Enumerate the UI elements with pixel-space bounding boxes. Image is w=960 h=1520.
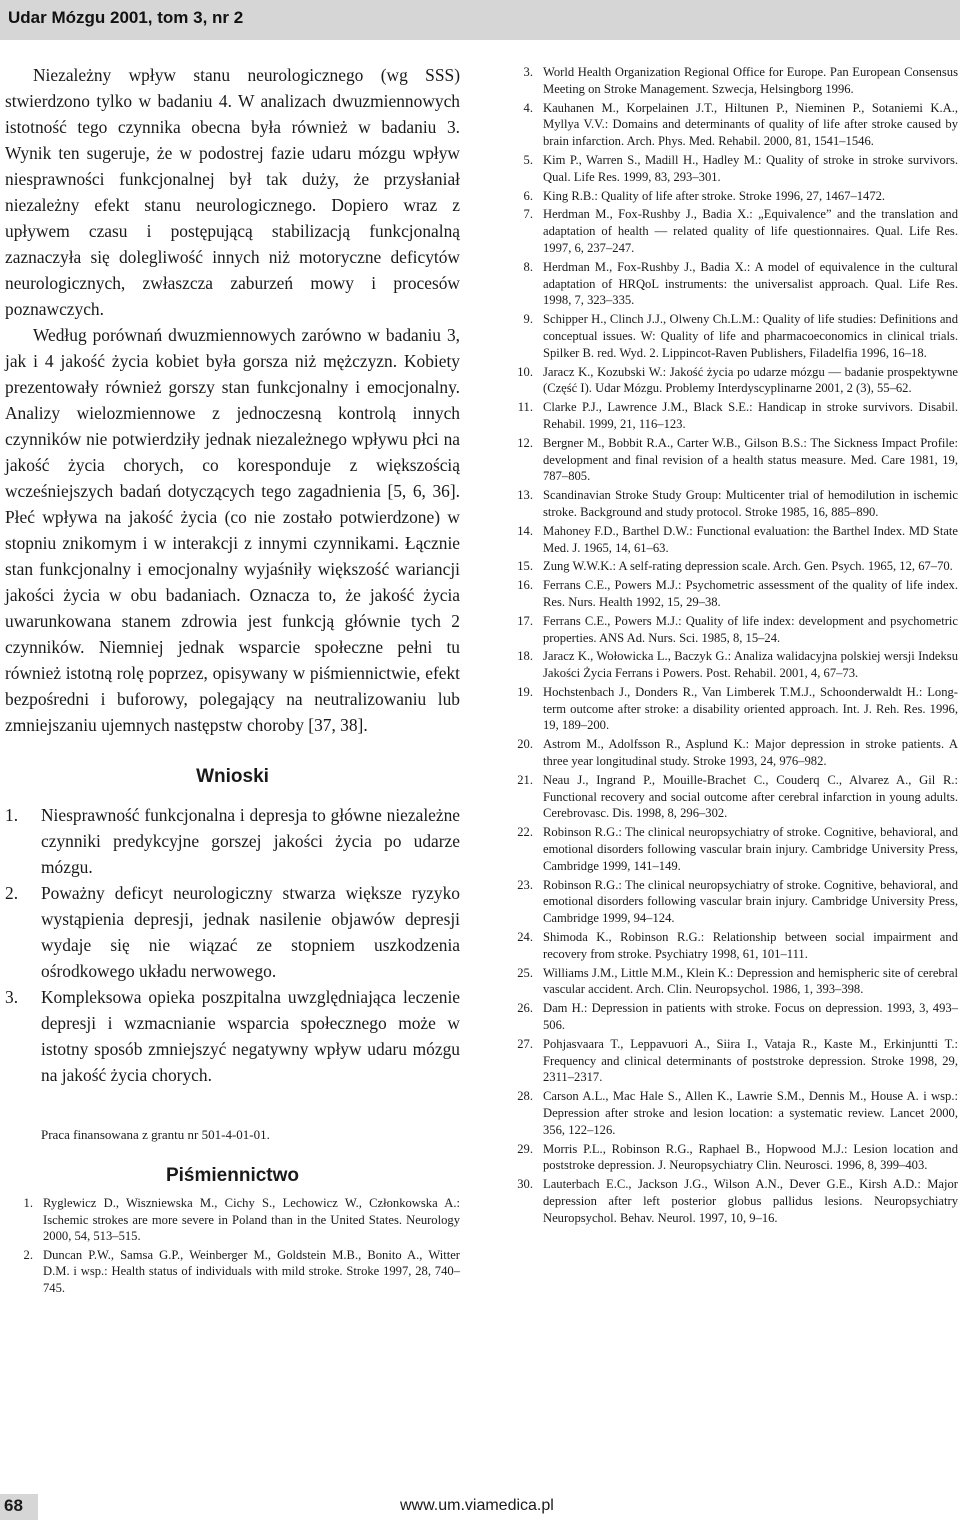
body-paragraph xyxy=(5,62,460,322)
references-left xyxy=(5,1195,460,1297)
reference-item xyxy=(505,736,958,770)
reference-item xyxy=(505,1088,958,1138)
reference-item xyxy=(505,824,958,874)
reference-number: 7. xyxy=(523,207,533,222)
paragraph-text: Niezależny wpływ stanu neurologicznego (wg SSS) stwierdzono tylko w badaniu 4. W analizach dwuzmiennowych istotność tego czynnika obecna była również w badaniu 3. Wynik ten sugeruje, że w podostrej fazie udaru mózgu wpływ niesprawności funkcjonalnej był tak duży, że przysłaniał niezależny efekt stanu neurologicznego. Dopiero wraz z upływem czasu i postępującą stabilizacją funkcjonalną zaznaczyła się dolegliwość innych niż motoryczne deficytów neurologicznych, zwłaszcza zaburzeń mowy i procesów poznawczych. xyxy=(5,65,460,319)
reference-number: 3. xyxy=(523,65,533,79)
reference-text: Robinson R.G.: The clinical neuropsychiatry of stroke. Cognitive, behavioral, and emotional disorders following vascular brain injury. Cambridge University Press, Cambridge 1999, 94–124. xyxy=(543,877,958,926)
reference-text: Zung W.W.K.: A self-rating depression scale. Arch. Gen. Psych. 1965, 12, 67–70. xyxy=(543,559,953,574)
reference-text: Shimoda K., Robinson R.G.: Relationship between social impairment and recovery from stroke. Psychiatry 1998, 61, 101–111. xyxy=(543,930,958,961)
reference-text: Herdman M., Fox-Rushby J., Badia X.: „Equivalence” and the translation and adaptation of health — related quality of life questionnaires. Qual. Life Res. 1997, 6, 237–247. xyxy=(543,207,958,255)
item-text: Niesprawność funkcjonalna i depresja to główne niezależne czynniki predykcyjne gorszej jakości życia po udarze mózgu. xyxy=(41,805,460,877)
reference-item xyxy=(5,1247,460,1297)
reference-number: 23. xyxy=(517,877,533,892)
reference-item xyxy=(505,1176,958,1226)
journal-header: Udar Mózgu 2001, tom 3, nr 2 xyxy=(8,8,244,27)
reference-text: Ferrans C.E., Powers M.J.: Psychometric assessment of the quality of life index. Res. Nurs. Health 1992, 15, 29–38. xyxy=(543,578,958,609)
conclusions-list xyxy=(5,802,460,1088)
reference-text: Dam H.: Depression in patients with stroke. Focus on depression. 1993, 3, 493–506. xyxy=(543,1001,958,1033)
reference-number: 26. xyxy=(517,1001,533,1016)
reference-item xyxy=(505,435,958,485)
reference-number: 9. xyxy=(523,312,533,327)
reference-number: 14. xyxy=(517,523,533,538)
reference-item xyxy=(505,364,958,398)
reference-text: Pohjasvaara T., Leppavuori A., Siira I., Vataja R., Kaste M., Erkinjuntti T.: Frequency and clinical determinants of poststroke depression. Stroke 1998, 29, 2311–2317. xyxy=(543,1036,958,1085)
reference-text: Kauhanen M., Korpelainen J.T., Hiltunen P., Nieminen P., Sotaniemi K.A., Myllya V.V.: Domains and determinants of quality of life after stroke caused by brain infarction. Arch. Phys. Med. Rehabil. 2000, 81, 1541–1546. xyxy=(543,100,958,149)
reference-item xyxy=(505,577,958,611)
list-item xyxy=(5,984,460,1088)
paragraph-text: Według porównań dwuzmiennowych zarówno w badaniu 3, jak i 4 jakość życia kobiet była gorsza niż mężczyzn. Kobiety prezentowały również gorszy stan funkcjonalny i emocjonalny. Analizy wielozmiennowe z jednoczesną kontrolą innych czynników nie potwierdziły jednak niezależnego wpływu płci na jakość życia chorych, co koresponduje z większością wcześniejszych badań dotyczących tego zagadnienia [5, 6, 36]. Płeć wpływa na jakość życia (co nie zostało potwierdzone) w stopniu znikomym i w interakcji z innymi czynnikami. Łącznie stan funkcjonalny i emocjonalny wyjaśniły większość wariancji jakości życia w obu badaniach. Oznacza to, że jakość życia uwarunkowana stanem zdrowia jest funkcją głównie tych 2 czynników. Niemniej jednak wsparcie społeczne pełni tu również istotną rolę poprzez, opisywany w piśmiennictwie, efekt bezpośredni i buforowy, polegający na neutralizowaniu lub zmniejszaniu ujemnych następstw choroby [37, 38]. xyxy=(5,325,460,735)
reference-text: Kim P., Warren S., Madill H., Hadley M.: Quality of stroke in stroke survivors. Qual. Life Res. 1999, 83, 293–301. xyxy=(543,152,958,184)
reference-item xyxy=(505,613,958,647)
reference-number: 8. xyxy=(523,259,533,274)
reference-number: 6. xyxy=(523,188,533,203)
footer-url: www.um.viamedica.pl xyxy=(400,1497,554,1514)
reference-text: Jaracz K., Kozubski W.: Jakość życia po udarze mózgu — badanie prospektywne (Część I). Udar Mózgu. Problemy Interdyscyplinarne 2001, 2 (3), 55–62. xyxy=(543,364,958,396)
reference-number: 18. xyxy=(517,649,533,664)
reference-number: 25. xyxy=(517,965,533,980)
reference-item xyxy=(505,965,958,999)
reference-text: Robinson R.G.: The clinical neuropsychiatry of stroke. Cognitive, behavioral, and emotional disorders following vascular brain injury. Cambridge University Press, Cambridge 1999, 141–149. xyxy=(543,825,958,873)
reference-item xyxy=(505,1000,958,1034)
reference-item xyxy=(505,1036,958,1086)
reference-text: Scandinavian Stroke Study Group: Multicenter trial of hemodilution in ischemic stroke. Background and study protocol. Stroke 1985, 16, 885–890. xyxy=(543,488,958,519)
reference-text: Neau J., Ingrand P., Mouille-Brachet C., Couderq C., Alvarez A., Gil R.: Functional recovery and social outcome after cerebral infarction in young adults. Cerebrovasc. Dis. 1998, 8, 296–302. xyxy=(543,772,958,821)
list-item xyxy=(5,802,460,880)
reference-text: Duncan P.W., Samsa G.P., Weinberger M., Goldstein M.B., Bonito A., Witter D.M. i wsp.: Health status of individuals with mild stroke. Stroke 1997, 28, 740–745. xyxy=(43,1247,460,1295)
item-text: Poważny deficyt neurologiczny stwarza większe ryzyko wystąpienia depresji, jednak nasilenie objawów depresji wydaje się nie wiązać ze stopniem uszkodzenia ośrodkowego układu nerwowego. xyxy=(41,883,460,981)
reference-item xyxy=(505,684,958,734)
reference-item xyxy=(505,487,958,521)
reference-number: 12. xyxy=(517,435,533,450)
reference-text: Lauterbach E.C., Jackson J.G., Wilson A.N., Dever G.E., Kirsh A.D.: Major depression after left posterior globus pallidus lesions. Neuropsychiatry Neuropsychol. Behav. Neurol. 1997, 10, 9–16. xyxy=(543,1177,958,1225)
reference-number: 10. xyxy=(517,364,533,379)
reference-text: King R.B.: Quality of life after stroke. Stroke 1996, 27, 1467–1472. xyxy=(543,188,886,203)
reference-text: Clarke P.J., Lawrence J.M., Black S.E.: Handicap in stroke survivors. Disabil. Rehabil. 1999, 21, 116–123. xyxy=(543,400,958,431)
reference-number: 29. xyxy=(517,1141,533,1156)
reference-text: Astrom M., Adolfsson R., Asplund K.: Major depression in stroke patients. A three year longitudinal study. Stroke 1993, 24, 976–982. xyxy=(543,737,958,769)
reference-number: 16. xyxy=(517,578,533,593)
left-column xyxy=(5,62,460,1299)
reference-number: 2. xyxy=(23,1247,33,1262)
conclusions-heading: Wnioski xyxy=(196,766,269,787)
reference-number: 19. xyxy=(517,684,533,699)
reference-item xyxy=(505,100,958,150)
reference-text: Hochstenbach J., Donders R., Van Limberek T.M.J., Schoonderwaldt H.: Long-term outcome after stroke: a disability oriented approach. Int. J. Reh. Res. 1996, 19, 189–200. xyxy=(543,684,958,733)
reference-text: Jaracz K., Wołowicka L., Baczyk G.: Analiza walidacyjna polskiej wersji Indeksu Jakości Życia Ferrans i Powers. Post. Rehabil. 2001, 4, 67–73. xyxy=(543,649,958,681)
reference-item xyxy=(505,558,958,575)
reference-text: Carson A.L., Mac Hale S., Allen K., Lawrie S.M., Dennis M., House A. i wsp.: Depression after stroke and lesion location: a systematic review. Lancet 2000, 356, 122–126. xyxy=(543,1089,958,1137)
reference-number: 1. xyxy=(23,1196,33,1210)
reference-item xyxy=(505,523,958,557)
reference-number: 30. xyxy=(517,1177,533,1192)
reference-text: Bergner M., Bobbit R.A., Carter W.B., Gilson B.S.: The Sickness Impact Profile: development and final revision of a health status measure. Med. Care 1981, 19, 787–805. xyxy=(543,435,958,484)
reference-item xyxy=(505,399,958,433)
reference-number: 4. xyxy=(523,100,533,115)
item-number: 3. xyxy=(5,987,19,1007)
reference-item xyxy=(505,929,958,963)
reference-item xyxy=(505,64,958,98)
page-number: 68 xyxy=(4,1496,23,1515)
references-heading: Piśmiennictwo xyxy=(165,1165,300,1186)
reference-text: Ryglewicz D., Wiszniewska M., Cichy S., Lechowicz W., Członkowska A.: Ischemic strokes are more severe in Poland than in the United States. Neurology 2000, 54, 513–515. xyxy=(43,1196,460,1244)
item-number: 2. xyxy=(5,883,19,903)
reference-item xyxy=(505,648,958,682)
reference-number: 13. xyxy=(517,488,533,503)
body-paragraph xyxy=(5,322,460,738)
list-item xyxy=(5,880,460,984)
reference-number: 20. xyxy=(517,737,533,752)
reference-number: 11. xyxy=(517,400,533,415)
reference-text: Mahoney F.D., Barthel D.W.: Functional evaluation: the Barthel Index. MD State Med. J. 1965, 14, 61–63. xyxy=(543,523,958,555)
reference-number: 21. xyxy=(517,772,533,787)
reference-item xyxy=(505,1141,958,1175)
reference-number: 5. xyxy=(523,152,533,167)
reference-item xyxy=(505,206,958,256)
reference-text: Ferrans C.E., Powers M.J.: Quality of life index: development and psychometric properties. ANS Ad. Nurs. Sci. 1985, 8, 15–24. xyxy=(543,613,958,645)
reference-item xyxy=(505,311,958,361)
reference-item xyxy=(505,772,958,822)
reference-number: 22. xyxy=(517,825,533,840)
reference-item xyxy=(505,877,958,927)
references-right xyxy=(505,64,958,1229)
reference-item xyxy=(505,259,958,309)
funding-note: Praca finansowana z grantu nr 501-4-01-01. xyxy=(41,1127,270,1142)
reference-number: 27. xyxy=(517,1036,533,1051)
reference-text: World Health Organization Regional Office for Europe. Pan European Consensus Meeting on Stroke Management. Szwecja, Helsingborg 1996. xyxy=(543,65,958,96)
reference-item xyxy=(505,152,958,186)
reference-number: 28. xyxy=(517,1089,533,1104)
item-text: Kompleksowa opieka poszpitalna uwzględniająca leczenie depresji i wzmacnianie wsparcia społecznego może w istotny sposób zmniejszyć negatywny wpływ udaru mózgu na jakość życia chorych. xyxy=(41,987,460,1085)
reference-item xyxy=(5,1195,460,1245)
reference-text: Schipper H., Clinch J.J., Olweny Ch.L.M.: Quality of life studies: Definitions and conceptual issues. W: Quality of life and pharmacoeconomics in clinical trials. Spilker B. red. Wyd. 2. Lippincot-Raven Publishers, Filadelfia 1996, 16–18. xyxy=(543,312,958,360)
reference-item xyxy=(505,188,958,205)
reference-number: 24. xyxy=(517,930,533,945)
reference-text: Herdman M., Fox-Rushby J., Badia X.: A model of equivalence in the cultural adaptation of HRQoL instruments: the universalist approach. Qual. Life Res. 1998, 7, 323–335. xyxy=(543,259,958,308)
item-number: 1. xyxy=(5,805,19,825)
reference-number: 17. xyxy=(517,613,533,628)
reference-text: Williams J.M., Little M.M., Klein K.: Depression and hemispheric site of cerebral vascular accident. Arch. Clin. Neuropsychol. 1986, 1, 393–398. xyxy=(543,965,958,997)
reference-number: 15. xyxy=(517,559,533,574)
reference-text: Morris P.L., Robinson R.G., Raphael B., Hopwood M.J.: Lesion location and poststroke depression. J. Neuropsychiatry Clin. Neurosci. 1996, 8, 399–403. xyxy=(543,1141,958,1173)
